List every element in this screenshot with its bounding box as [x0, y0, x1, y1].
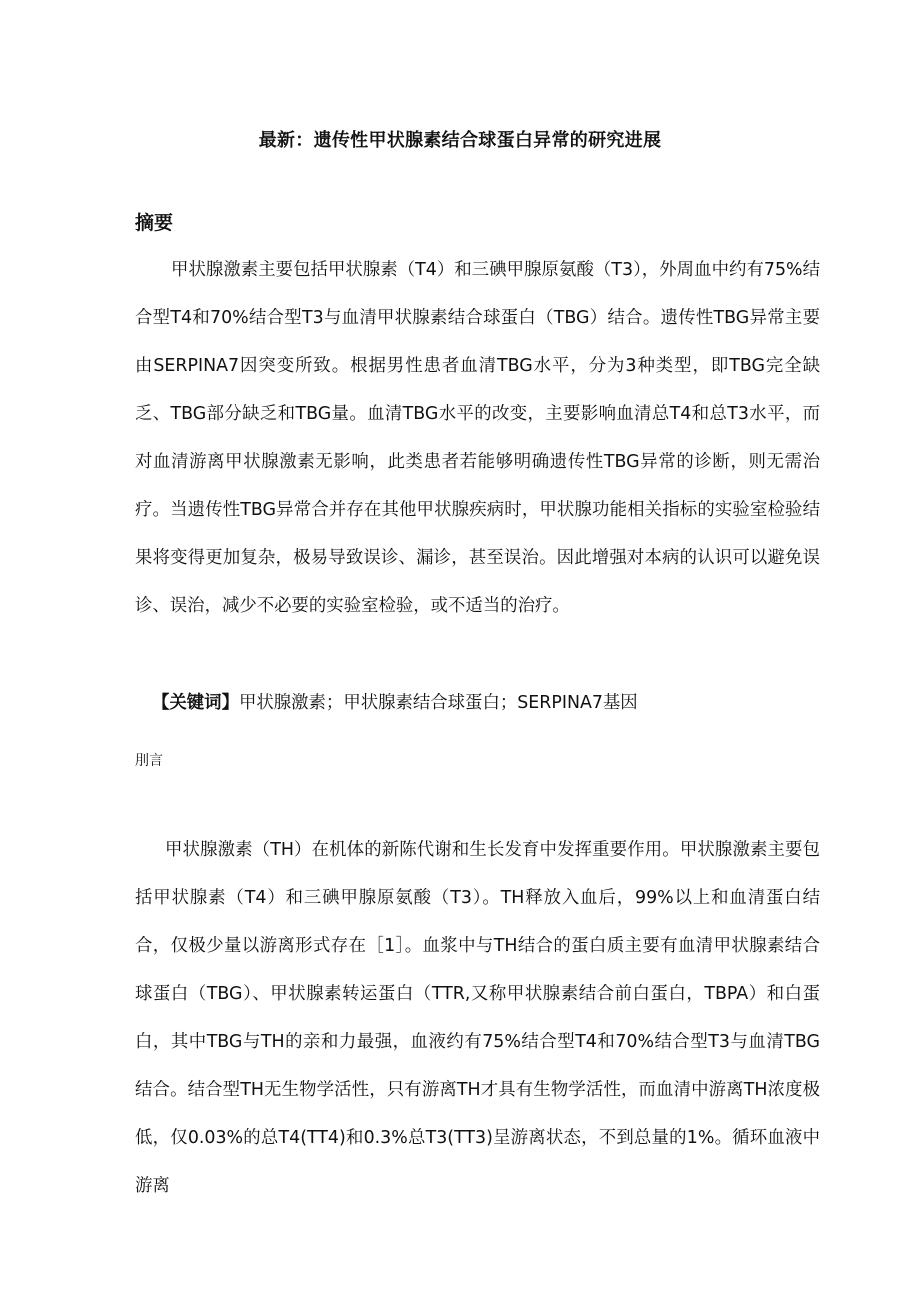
intro-paragraph: 甲状腺激素（TH）在机体的新陈代谢和生长发育中发挥重要作用。甲状腺激素主要包括甲状腺素（T4）和三碘甲腺原氨酸（T3）。TH释放入血后，99%以上和血清蛋白结合，仅极少量以游离形式存在［1］。血浆中与TH结合的蛋白质主要有血清甲状腺素结合球蛋白（TBG）、甲状腺素转运蛋白（TTR,又称甲状腺素结合前白蛋白，TBPA）和白蛋白，其中TBG与TH的亲和力最强，血液约有75%结合型T4和70%结合型T3与血清TBG结合。结合型TH无生物学活性，只有游离TH才具有生物学活性，而血清中游离TH浓度极低，仅0.03%的总T4(TT4)和0.3%总T3(TT3)呈游离状态，不到总量的1%。循环血液中游离: [135, 840, 820, 1196]
abstract-heading: 摘要: [135, 212, 174, 234]
keywords-text: 甲状腺激素；甲状腺素结合球蛋白；SERPINA7基因: [238, 693, 638, 713]
document-title: 最新：遗传性甲状腺素结合球蛋白异常的研究进展: [258, 130, 662, 151]
keywords-label: 【关键词】: [152, 693, 239, 713]
preface-heading: 刖言: [135, 753, 163, 769]
keywords-line: [152, 688, 638, 713]
abstract-paragraph: 甲状腺激素主要包括甲状腺素（T4）和三碘甲腺原氨酸（T3），外周血中约有75%结合型T4和70%结合型T3与血清甲状腺素结合球蛋白（TBG）结合。遗传性TBG异常主要由SERPINA7因突变所致。根据男性患者血清TBG水平，分为3种类型，即TBG完全缺乏、TBG部分缺乏和TBG量。血清TBG水平的改变，主要影响血清总T4和总T3水平，而对血清游离甲状腺激素无影响，此类患者若能够明确遗传性TBG异常的诊断，则无需治疗。当遗传性TBG异常合并存在其他甲状腺疾病时，甲状腺功能相关指标的实验室检验结果将变得更加复杂，极易导致误诊、漏诊，甚至误治。因此增强对本病的认识可以避免误诊、误治，减少不必要的实验室检验，或不适当的治疗。: [135, 260, 820, 616]
